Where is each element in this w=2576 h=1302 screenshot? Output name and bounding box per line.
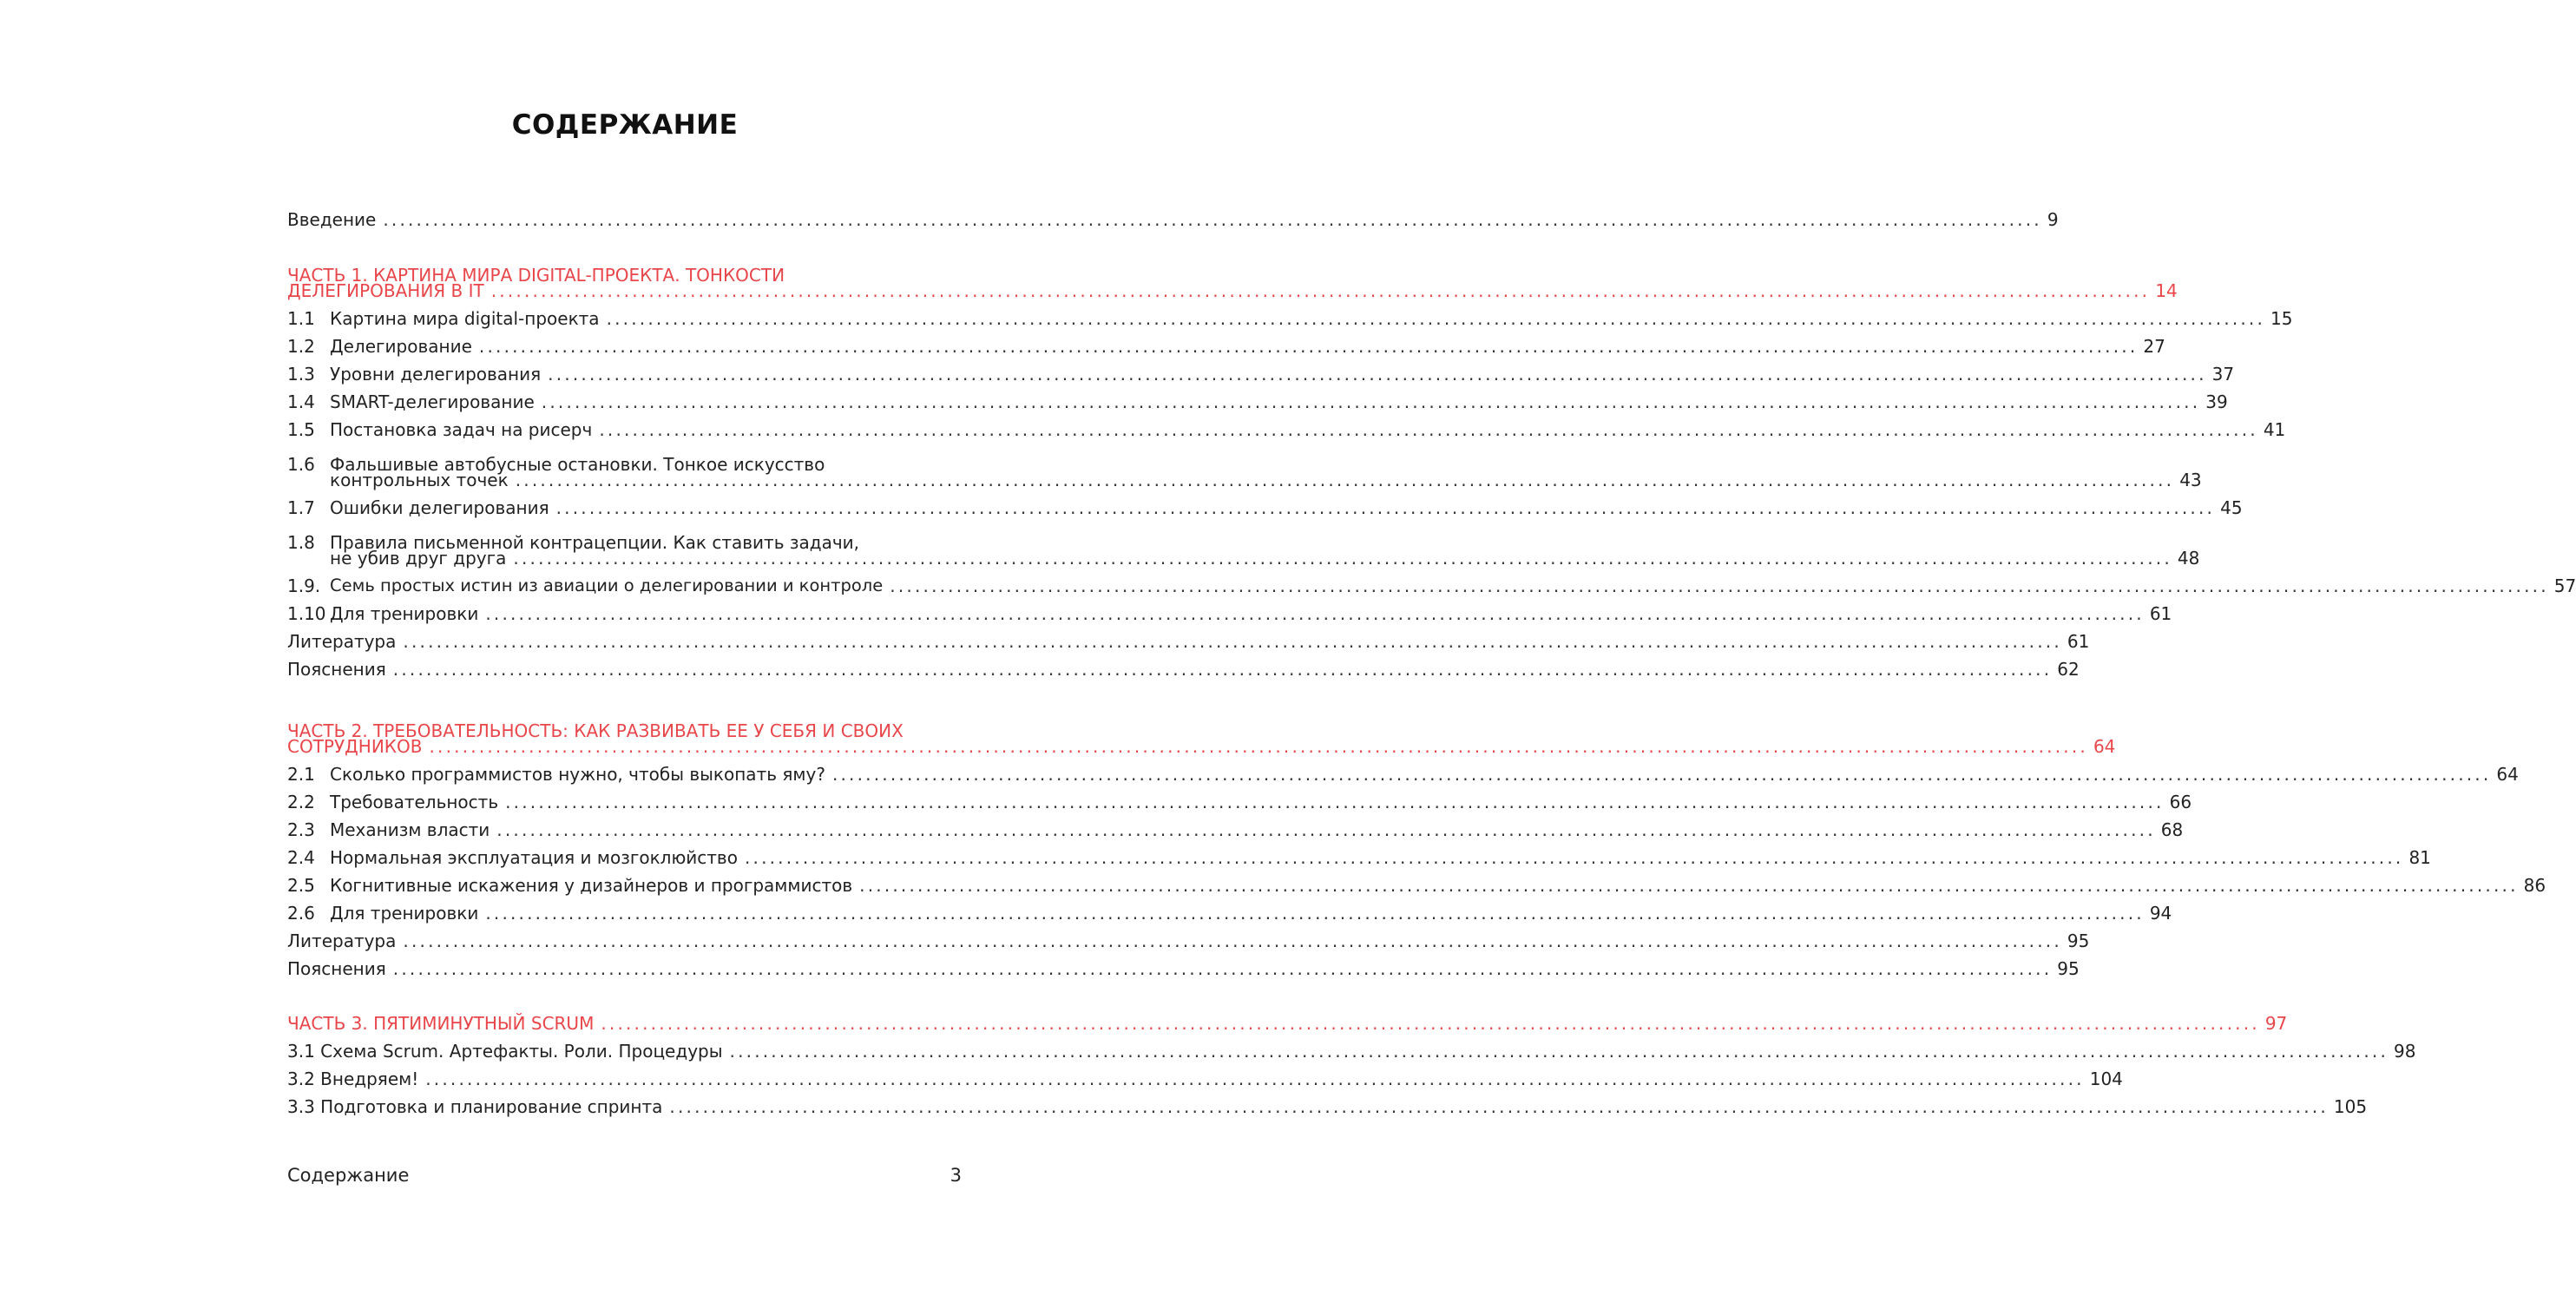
part-page: 14 bbox=[2155, 280, 2178, 301]
toc-entry-number: 1.4 bbox=[287, 391, 315, 412]
dot-leader: ........................................................................................................................................................................................................ bbox=[505, 792, 2165, 812]
toc-entry-title: Литература bbox=[287, 631, 397, 652]
toc-entry-page: 39 bbox=[2205, 391, 2228, 412]
toc-entry-title: Введение bbox=[287, 209, 377, 230]
dot-leader: ........................................................................................................................................................................................................ bbox=[403, 930, 2062, 951]
toc-entry-number: 1.1 bbox=[287, 308, 315, 329]
toc-entry[interactable] bbox=[287, 815, 2184, 841]
toc-entry-page: 68 bbox=[2160, 819, 2184, 840]
toc-entry-page: 61 bbox=[2067, 631, 2090, 652]
part-2-heading[interactable]: ЧАСТЬ 2. ТРЕБОВАТЕЛЬНОСТЬ: КАК РАЗВИВАТЬ ЕЕ У СЕБЯ И СВОИХ bbox=[287, 720, 904, 741]
part-2-heading-cont[interactable] bbox=[287, 732, 2116, 758]
toc-entry-title: Для тренировки bbox=[330, 603, 479, 624]
toc-entry-page: 45 bbox=[2220, 497, 2243, 518]
toc-entry-page: 62 bbox=[2057, 659, 2080, 680]
toc-entry-title: Семь простых истин из авиации о делегировании и контроле bbox=[330, 575, 884, 595]
toc-entry-title: SMART-делегирование bbox=[330, 391, 535, 412]
toc-entry-title: 3.3 Подготовка и планирование спринта bbox=[287, 1096, 663, 1117]
toc-entry-title: Механизм власти bbox=[330, 819, 490, 840]
part-3-heading[interactable] bbox=[287, 1009, 2288, 1035]
toc-entry-title: Пояснения bbox=[287, 958, 386, 979]
toc-entry-page: 94 bbox=[2149, 903, 2172, 924]
toc-entry-title: Уровни делегирования bbox=[330, 364, 542, 385]
toc-entry-number: 1.5 bbox=[287, 419, 315, 440]
part-page: 97 bbox=[2264, 1013, 2288, 1034]
toc-entry-title: контрольных точек bbox=[330, 470, 509, 490]
toc-entry[interactable] bbox=[287, 898, 2172, 924]
toc-entry-page: 64 bbox=[2496, 764, 2519, 785]
toc-entry[interactable] bbox=[287, 332, 2165, 358]
toc-entry-number: 2.5 bbox=[287, 875, 315, 896]
toc-entry-page: 86 bbox=[2523, 875, 2546, 896]
dot-leader: ........................................................................................................................................................................................................ bbox=[485, 903, 2145, 924]
toc-entry-title: Когнитивные искажения у дизайнеров и программистов bbox=[330, 875, 853, 896]
toc-entry[interactable] bbox=[287, 465, 2202, 491]
dot-leader: ........................................................................................................................................................................................................ bbox=[485, 603, 2145, 624]
toc-entry-page: 27 bbox=[2143, 336, 2165, 357]
toc-entry[interactable] bbox=[287, 787, 2192, 813]
toc-entry[interactable] bbox=[287, 359, 2235, 385]
toc-entry[interactable] bbox=[287, 760, 2519, 786]
toc-entry-page: 104 bbox=[2089, 1069, 2123, 1089]
toc-entry-page: 57 bbox=[2553, 575, 2576, 596]
toc-entry[interactable] bbox=[287, 304, 2293, 330]
toc-entry-number: 1.8 bbox=[287, 532, 315, 553]
toc-entry[interactable] bbox=[287, 843, 2431, 869]
toc-entry-title: Литература bbox=[287, 930, 397, 951]
toc-entry-title: Картина мира digital-проекта bbox=[330, 308, 600, 329]
toc-entry-title: Для тренировки bbox=[330, 903, 479, 924]
dot-leader: ........................................................................................................................................................................................................ bbox=[383, 209, 2042, 230]
toc-entry-page: 98 bbox=[2394, 1041, 2416, 1062]
toc-entry-page: 9 bbox=[2047, 209, 2059, 230]
toc-entry-number: 1.6 bbox=[287, 454, 315, 475]
toc-entry-title: Нормальная эксплуатация и мозгоклюйство bbox=[330, 847, 738, 868]
toc-entry-number: 2.3 bbox=[287, 819, 315, 840]
part-heading-text: СОТРУДНИКОВ bbox=[287, 736, 423, 757]
toc-entry[interactable] bbox=[287, 599, 2172, 625]
toc-entry-literature[interactable] bbox=[287, 627, 2090, 653]
toc-entry-page: 48 bbox=[2177, 548, 2200, 569]
dot-leader: ........................................................................................................................................................................................................ bbox=[890, 575, 2549, 596]
running-footer-title: Содержание bbox=[287, 1165, 410, 1186]
toc-entry-number: 2.1 bbox=[287, 764, 315, 785]
toc-entry[interactable] bbox=[287, 415, 2286, 441]
dot-leader: ........................................................................................................................................................................................................ bbox=[513, 548, 2172, 569]
toc-entry[interactable] bbox=[287, 1092, 2368, 1118]
dot-leader: ........................................................................................................................................................................................................ bbox=[403, 631, 2062, 652]
dot-leader: ........................................................................................................................................................................................................ bbox=[669, 1096, 2329, 1117]
dot-leader: ........................................................................................................................................................................................................ bbox=[601, 1013, 2260, 1034]
toc-entry-title: 3.2 Внедряем! bbox=[287, 1069, 419, 1089]
part-page: 64 bbox=[2093, 736, 2116, 757]
toc-entry-title: Ошибки делегирования bbox=[330, 497, 549, 518]
toc-entry-page: 43 bbox=[2179, 470, 2202, 490]
toc-entry-title: Требовательность bbox=[330, 792, 499, 812]
dot-leader: ........................................................................................................................................................................................................ bbox=[599, 419, 2258, 440]
toc-entry-title: Делегирование bbox=[330, 336, 472, 357]
toc-entry-page: 105 bbox=[2333, 1096, 2368, 1117]
toc-entry[interactable] bbox=[287, 387, 2228, 413]
dot-leader: ........................................................................................................................................................................................................ bbox=[541, 391, 2201, 412]
toc-entry-title: Пояснения bbox=[287, 659, 386, 680]
toc-entry-page: 95 bbox=[2057, 958, 2080, 979]
dot-leader: ........................................................................................................................................................................................................ bbox=[729, 1041, 2389, 1062]
dot-leader: ........................................................................................................................................................................................................ bbox=[496, 819, 2156, 840]
toc-entry[interactable] bbox=[287, 543, 2200, 569]
dot-leader: ........................................................................................................................................................................................................ bbox=[490, 280, 2151, 301]
toc-entry[interactable] bbox=[287, 493, 2243, 519]
page-number: 3 bbox=[950, 1165, 962, 1186]
toc-entry-page: 81 bbox=[2408, 847, 2431, 868]
toc-entry-literature[interactable] bbox=[287, 926, 2090, 952]
dot-leader: ........................................................................................................................................................................................................ bbox=[392, 659, 2053, 680]
dot-leader: ........................................................................................................................................................................................................ bbox=[392, 958, 2053, 979]
toc-entry-page: 61 bbox=[2149, 603, 2172, 624]
toc-entry[interactable] bbox=[287, 571, 2576, 597]
dot-leader: ........................................................................................................................................................................................................ bbox=[548, 364, 2207, 385]
dot-leader: ........................................................................................................................................................................................................ bbox=[515, 470, 2175, 490]
toc-entry-number: 2.6 bbox=[287, 903, 315, 924]
part-heading-text: ДЕЛЕГИРОВАНИЯ В IT bbox=[287, 280, 484, 301]
toc-entry-number: 1.9. bbox=[287, 575, 321, 596]
toc-entry-page: 66 bbox=[2169, 792, 2192, 812]
toc-entry-title: Постановка задач на рисерч bbox=[330, 419, 593, 440]
dot-leader: ........................................................................................................................................................................................................ bbox=[478, 336, 2139, 357]
dot-leader: ........................................................................................................................................................................................................ bbox=[555, 497, 2216, 518]
dot-leader: ........................................................................................................................................................................................................ bbox=[859, 875, 2519, 896]
page-title: СОДЕРЖАНИЕ bbox=[511, 109, 739, 141]
part-1-heading-cont[interactable] bbox=[287, 276, 2178, 302]
toc-entry-notes[interactable] bbox=[287, 654, 2080, 681]
dot-leader: ........................................................................................................................................................................................................ bbox=[606, 308, 2266, 329]
toc-entry-number: 1.7 bbox=[287, 497, 315, 518]
toc-entry-intro[interactable] bbox=[287, 205, 2059, 231]
dot-leader: ........................................................................................................................................................................................................ bbox=[831, 764, 2492, 785]
toc-entry-title: Сколько программистов нужно, чтобы выкопать яму? bbox=[330, 764, 825, 785]
toc-entry-page: 37 bbox=[2211, 364, 2235, 385]
toc-entry[interactable] bbox=[287, 871, 2546, 897]
toc-entry-page: 41 bbox=[2263, 419, 2286, 440]
toc-entry-title: 3.1 Схема Scrum. Артефакты. Роли. Процедуры bbox=[287, 1041, 723, 1062]
toc-entry-number: 1.10 bbox=[287, 603, 326, 624]
toc-entry-number: 1.2 bbox=[287, 336, 315, 357]
toc-entry-title-line1[interactable]: Фальшивые автобусные остановки. Тонкое искусство bbox=[330, 454, 825, 475]
toc-entry-page: 95 bbox=[2067, 930, 2090, 951]
toc-entry[interactable] bbox=[287, 1036, 2416, 1062]
part-1-heading[interactable]: ЧАСТЬ 1. КАРТИНА МИРА DIGITAL-ПРОЕКТА. ТОНКОСТИ bbox=[287, 265, 785, 286]
toc-entry-notes[interactable] bbox=[287, 954, 2080, 980]
toc-entry-title: не убив друг друга bbox=[330, 548, 507, 569]
toc-entry-title-line1[interactable]: Правила письменной контрацепции. Как ставить задачи, bbox=[330, 532, 859, 553]
dot-leader: ........................................................................................................................................................................................................ bbox=[744, 847, 2404, 868]
toc-entry-number: 2.2 bbox=[287, 792, 315, 812]
toc-entry-number: 2.4 bbox=[287, 847, 315, 868]
dot-leader: ........................................................................................................................................................................................................ bbox=[425, 1069, 2085, 1089]
part-heading-text: ЧАСТЬ 3. ПЯТИМИНУТНЫЙ SCRUM bbox=[287, 1013, 595, 1034]
toc-entry-number: 1.3 bbox=[287, 364, 315, 385]
toc-entry[interactable] bbox=[287, 1064, 2123, 1090]
dot-leader: ........................................................................................................................................................................................................ bbox=[429, 736, 2088, 757]
toc-entry-page: 15 bbox=[2270, 308, 2293, 329]
